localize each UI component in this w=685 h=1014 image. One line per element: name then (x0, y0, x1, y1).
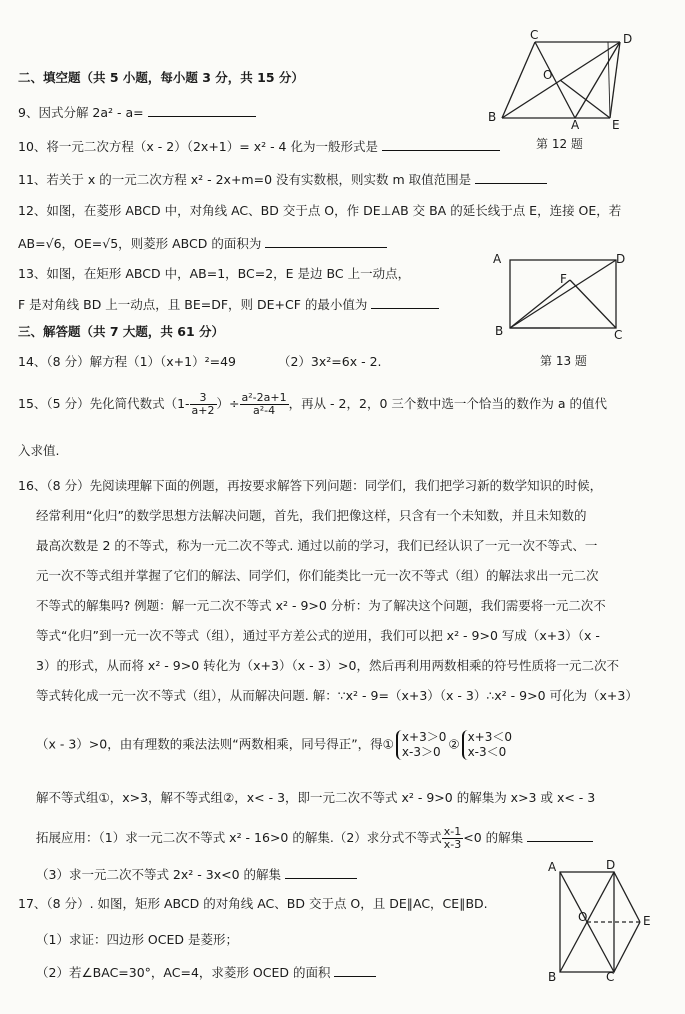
question-16-line3: 最高次数是 2 的不等式，称为一元二次不等式. 通过以前的学习，我们已经认识了一元一次不等式、一 (36, 538, 598, 553)
label-B: B (548, 970, 557, 984)
question-16-line11 (36, 826, 593, 851)
label-F: F (560, 272, 567, 286)
question-16-line7: 3）的形式，从而将 x² - 9>0 转化为（x+3）（x - 3）>0，然后再利用两数相乘的符号性质将一元二次不 (36, 658, 619, 673)
answer-blank (285, 866, 357, 879)
question-10-text: 10、将一元二次方程（x - 2）（2x+1）= x² - 4 化为一般形式是 (18, 139, 378, 154)
question-17-line2: （1）求证：四边形 OCED 是菱形； (36, 932, 238, 947)
label-A: A (493, 252, 502, 266)
inequality-system-2: x+3＜0 x-3＜0 (462, 730, 512, 760)
label-E: E (643, 914, 651, 928)
answer-blank (371, 296, 439, 309)
question-16-line1: 16、（8 分）先阅读理解下面的例题，再按要求解答下列问题：同学们，我们把学习新的数学知识的时候， (18, 478, 603, 493)
question-16-line6: 等式“化归”到一元一次不等式（组），通过平方差公式的逆用，我们可以把 x² - 9>0 写成（x+3）（x - (36, 628, 600, 643)
label-D: D (616, 252, 626, 266)
answer-blank (382, 138, 500, 151)
label-A: A (548, 860, 557, 874)
question-16-line10: 解不等式组①，x>3，解不等式组②，x< - 3，即一元二次不等式 x² - 9>0 的解集为 x>3 或 x< - 3 (36, 790, 596, 805)
answer-blank (475, 171, 547, 184)
fraction-3-over-a-plus-2: $\frac{3}{a+2}$ (191, 391, 215, 417)
question-16-line11-post: <0 的解集 (463, 830, 524, 845)
label-A: A (571, 118, 580, 132)
label-C: C (606, 970, 615, 984)
question-9 (18, 104, 256, 121)
question-16-line9 (36, 730, 514, 760)
question-16-line4: 元一次不等式组并掌握了它们的解法、同学们，你们能类比一元一次不等式（组）的解法求出一元二次 (36, 568, 599, 583)
figure-q12-rhombus (480, 28, 650, 133)
question-16-line11-text: 拓展应用：（1）求一元二次不等式 x² - 16>0 的解集.（2）求分式不等式 (36, 830, 442, 845)
answer-blank (148, 104, 256, 117)
question-16-line2: 经常利用“化归”的数学思想方法解决问题，首先，我们把像这样，只含有一个未知数，并且未知数的 (36, 508, 587, 523)
answer-blank (334, 964, 376, 977)
question-11-text: 11、若关于 x 的一元二次方程 x² - 2x+m=0 没有实数根，则实数 m 取值范围是 (18, 172, 472, 187)
label-D: D (606, 858, 616, 872)
question-17-line3-text: （2）若∠BAC=30°，AC=4，求菱形 OCED 的面积 (36, 965, 331, 980)
figure-q13-rectangle (490, 250, 630, 345)
question-16-line8: 等式转化成一元一次不等式（组），从而解决问题. 解：∵x² - 9=（x+3）（x - 3）∴x² - 9>0 可化为（x+3） (36, 688, 638, 703)
inequality-system-1: x+3＞0 x-3＞0 (396, 730, 446, 760)
question-13-line2 (18, 296, 439, 313)
figure-q17-rectangle-rhombus (540, 858, 665, 983)
label-O: O (543, 68, 553, 82)
label-B: B (488, 110, 497, 124)
answer-blank (265, 235, 387, 248)
fraction-x-minus-1-over-x-minus-3: $\frac{x-1}{x-3}$ (443, 825, 462, 851)
question-14 (18, 354, 382, 370)
question-17-line3 (36, 964, 376, 981)
question-9-text: 9、因式分解 2a² - a= (18, 105, 144, 120)
figure-q12-caption: 第 12 题 (536, 137, 583, 151)
question-16-line9-text: （x - 3）>0，由有理数的乘法法则“两数相乘，同号得正”，得① (36, 736, 394, 752)
question-11 (18, 171, 547, 188)
label-E: E (612, 118, 620, 132)
question-14-part2: （2）3x²=6x - 2. (277, 354, 382, 369)
question-13-line1: 13、如图，在矩形 ABCD 中，AB=1，BC=2，E 是边 BC 上一动点， (18, 266, 411, 281)
circled-2: ② (448, 736, 460, 752)
question-15-pre: 15、（5 分）先化简代数式（1- (18, 396, 190, 411)
question-12-text: AB=√6，OE=√5，则菱形 ABCD 的面积为 (18, 236, 262, 251)
question-16-line5: 不等式的解集吗? 例题：解一元二次不等式 x² - 9>0 分析：为了解决这个问题，我们需要将一元二次不 (36, 598, 606, 613)
question-13-text: F 是对角线 BD 上一动点，且 BE=DF，则 DE+CF 的最小值为 (18, 297, 368, 312)
answer-blank (527, 829, 593, 842)
fraction-quadratic: $\frac{\text{a²-2a+1}}{\text{a²-4}}$ (241, 391, 287, 417)
question-15-line2: 入求值. (18, 443, 60, 458)
figure-q13-caption: 第 13 题 (540, 354, 587, 368)
question-16-line12-text: （3）求一元二次不等式 2x² - 3x<0 的解集 (36, 867, 281, 882)
label-C: C (614, 328, 623, 342)
question-12-line1: 12、如图，在菱形 ABCD 中，对角线 AC、BD 交于点 O，作 DE⊥AB 交 BA 的延长线于点 E，连接 OE，若 (18, 203, 622, 218)
question-15-post: ，再从 - 2，2，0 三个数中选一个恰当的数作为 a 的值代 (288, 396, 607, 411)
question-15-mid: ）÷ (216, 396, 240, 411)
label-O: O (578, 910, 588, 924)
section-2-title: 二、填空题（共 5 小题，每小题 3 分，共 15 分） (18, 70, 304, 85)
question-16-line12 (36, 866, 357, 883)
question-10 (18, 138, 500, 155)
question-14-part1: 14、（8 分）解方程（1）（x+1）²=49 (18, 354, 236, 369)
label-D: D (623, 32, 633, 46)
question-12-line2 (18, 235, 387, 252)
label-B: B (495, 324, 504, 338)
section-3-title: 三、解答题（共 7 大题，共 61 分） (18, 324, 225, 339)
question-17-line1: 17、（8 分）. 如图，矩形 ABCD 的对角线 AC、BD 交于点 O，且 DE∥AC，CE∥BD. (18, 896, 488, 911)
question-15 (18, 392, 607, 417)
label-C: C (530, 28, 539, 42)
